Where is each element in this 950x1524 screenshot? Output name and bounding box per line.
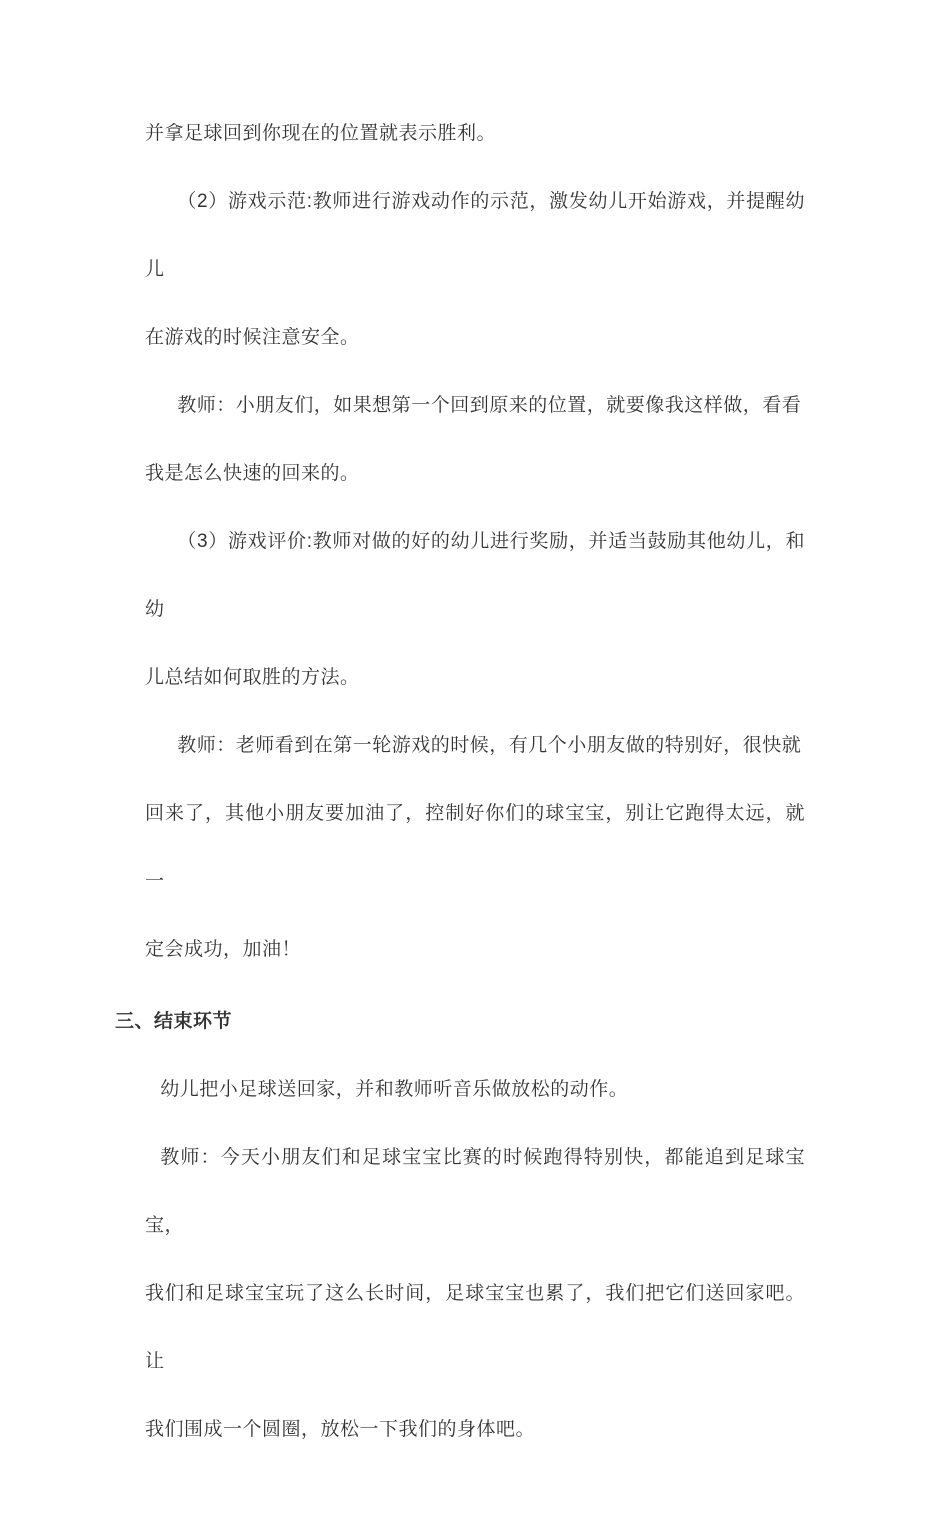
paragraph-line: 教师：老师看到在第一轮游戏的时候，有几个小朋友做的特别好，很快就 [177, 735, 802, 756]
paragraph-line: 回来了，其他小朋友要加油了，控制好你们的球宝宝，别让它跑得太远，就一 [145, 803, 805, 892]
paragraph-line: 定会成功，加油！ [145, 939, 302, 960]
paragraph-line: 并拿足球回到你现在的位置就表示胜利。 [145, 123, 497, 144]
paragraph-line: 教师：小朋友们，如果想第一个回到原来的位置，就要像我这样做，看看 [177, 395, 802, 416]
section-heading: 三、结束环节 [115, 1011, 233, 1032]
paragraph-line: 在游戏的时候注意安全。 [145, 327, 360, 348]
paragraph-line: （3）游戏评价:教师对做的好的幼儿进行奖励，并适当鼓励其他幼儿，和幼 [145, 531, 805, 620]
paragraph-line: 儿总结如何取胜的方法。 [145, 667, 360, 688]
paragraph-line: 我们和足球宝宝玩了这么长时间，足球宝宝也累了，我们把它们送回家吧。让 [145, 1283, 805, 1372]
paragraph-line: 教师：今天小朋友们和足球宝宝比赛的时候跑得特别快，都能追到足球宝宝， [145, 1147, 805, 1236]
paragraph-line: （2）游戏示范:教师进行游戏动作的示范，激发幼儿开始游戏，并提醒幼儿 [145, 191, 805, 280]
paragraph-line: 我们围成一个圆圈，放松一下我们的身体吧。 [145, 1419, 536, 1440]
paragraph-line: 幼儿把小足球送回家，并和教师听音乐做放松的动作。 [160, 1079, 629, 1100]
paragraph-line: 我是怎么快速的回来的。 [145, 463, 360, 484]
